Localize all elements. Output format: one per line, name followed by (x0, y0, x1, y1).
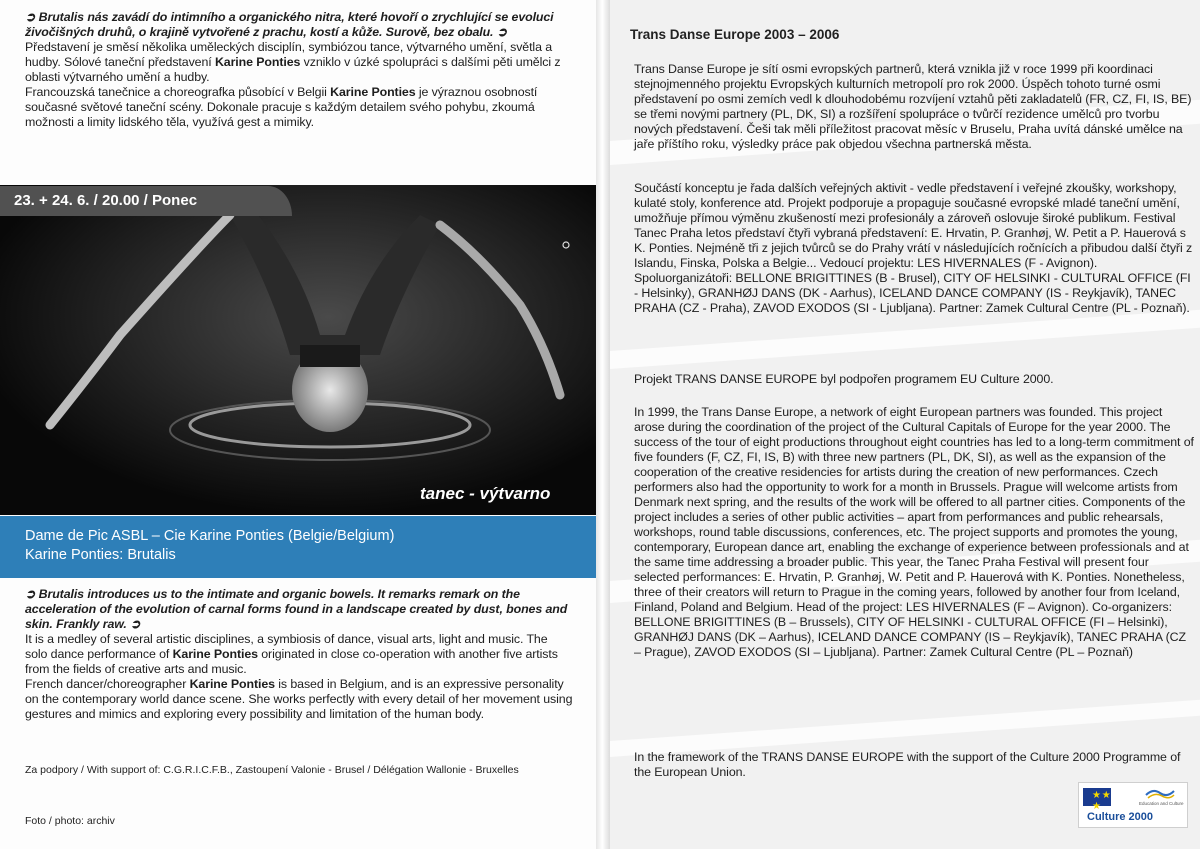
text-span: French dancer/choreographer (25, 677, 190, 691)
text-span: is based in Belgium, and is an expressive personality on the contemporary world dance scene. She works perfectly with every detail of her movement using gestures and mimics and exploring every possibility and limitation of the human body. (25, 677, 573, 721)
dancer-photo-graphic (0, 185, 596, 515)
culture-wave-icon (1145, 787, 1175, 799)
logo-text: Culture 2000 (1087, 811, 1154, 823)
paragraph-en-2: In the framework of the TRANS DANSE EUROPE with the support of the Culture 2000 Programme of the European Union. (634, 750, 1181, 779)
artist-name: Karine Ponties (214, 55, 301, 69)
artist-name: Karine Ponties (330, 85, 416, 99)
support-credit: Za podpory / With support of: C.G.R.I.C.F.B., Zastoupení Valonie - Brusel / Délégation Wallonie - Bruxelles (25, 764, 519, 776)
left-page (0, 0, 596, 849)
intro-english (25, 587, 573, 722)
intro-czech-lead-text: Brutalis nás zavádí do intimního a organického nitra, které hovoří o zrychlující se evoluci živočišných druhů, o krajině vytvořené z prachu, kostí a kůže. Surově, bez obalu. (25, 10, 554, 39)
arrow-icon: ➲ (25, 587, 36, 601)
text-span: Představení je směsí několika uměleckých disciplín, symbiózou tance, výtvarného umění, světla a hudby. Sólové taneční představení (25, 40, 552, 69)
photo-credit: Foto / photo: archiv (25, 815, 115, 827)
artist-name: Karine Ponties (172, 647, 258, 661)
arrow-icon: ➲ (130, 617, 141, 631)
text-span: Francouzská tanečnice a choreografka působící v Belgii (25, 85, 331, 99)
paragraph-en-1: In 1999, the Trans Danse Europe, a network of eight European partners was founded. This project arose during the coordination of the project of the Cultural Capitals of Europe for the year 2000. The success of the tour of eight productions throughout eight countries has led to a long-term commitment of five founders (F, CZ, FI, IS, B) with three new partners (PL, DK, SI), as well as the expansion of the cooperation of the creative residencies for artists during the creation of new performances. Czech performers also had the opportunity to work for a month in Brussels. Prague will welcome artists from Denmark next spring, and the results of the work will be offered to all partner cities. Components of the project includes a series of other public activities – apart from performances and public rehearsals, workshops, round table discussions, conferences, etc. The project supports and promotes the young, contemporary, European dance art, enabling the exchange of experience between professionals and at the same time addressing a broader public. This year, the Tanec Praha Festival will present four selected performances: E. Hrvatin, P. Granhøj, W. Petit and P. Hauerová with K. Ponties. Nonetheless, three of their creators will return to Prague in the coming years, followed by another four from Iceland, Finland, Poland and Belgium. Head of the project: LES HIVERNALES (F – Avignon). Co-organizers: BELLONE BRIGITTINES (B – Brussels), CITY OF HELSINKI - CULTURAL OFFICE (FI – Helsinki), GRANHØJ DANS (DK – Aarhus), ICELAND DANCE COMPANY (IS – Reykjavík), TANEC PRAHA (CZ – Prague), ZAVOD EXODOS (SI – Ljubljana). Partner: Zamek Cultural Centre (PL – Poznaň) (634, 405, 1194, 659)
paragraph-cz-2: Součástí konceptu je řada dalších veřejných aktivit - vedle představení i veřejné zkoušky, workshopy, kulaté stoly, konference atd. Projekt podporuje a propaguje současné evropské mladé taneční umění, umožňuje přímou výměnu zkušeností mezi profesionály a zároveň oslovuje široké publikum. Festival Tanec Praha letos představí čtyři vybraná představení: E. Hrvatin, P. Granhøj, W. Petit a P. Hauerová s K. Ponties. Nejméně tři z jejich tvůrců se do Prahy vrátí v následujících ročnících a přibudou další čtyři z Islandu, Finska, Polska a Belgie... Vedoucí projektu: LES HIVERNALES (F - Avignon). Spoluorganizátoři: BELLONE BRIGITTINES (B - Brusel), CITY OF HELSINKI - CULTURAL OFFICE (FI - Helsinky), GRANHØJ DANS (DK - Aarhus), ICELAND DANCE COMPANY (IS - Reykjavík), TANEC PRAHA (CZ - Praha), ZAVOD EXODOS (SI - Ljubljana). Partner: Zamek Cultural Centre (PL - Poznaň). (634, 181, 1193, 315)
section-title: Trans Danse Europe 2003 – 2006 (630, 27, 840, 42)
background-streak (610, 308, 1200, 371)
genre-label: tanec - výtvarno (420, 484, 551, 503)
intro-english-lead-text: Brutalis introduces us to the intimate and organic bowels. It remarks remark on the acceleration of the evolution of carnal forms found in a landscape created by dust, bones and skin. Frankly raw. (25, 587, 568, 631)
intro-english-lead (25, 587, 573, 632)
paragraph-cz-1: Trans Danse Europe je sítí osmi evropských partnerů, která vznikla již v roce 1999 při koordinaci stejnojmenného projektu Evropských kulturních metropolí pro rok 2000. Úspěch tohoto turné osmi představení po osmi zemích vedl k dlouhodobému rozvíjení vztahů pěti zakladatelů (FR, CZ, FI, IS, BE) se třemi novými partnery (PL, DK, SI) a rozšíření spolupráce o tvůrčí rezidence umělců pro tvorbu nových představení. Češi tak měli příležitost pracovat měsíc v Bruselu, Praha uvítá dánské umělce na jaře příštího roku, výsledky práce pak objedou všechna partnerská města. (634, 62, 1192, 151)
paragraph-cz-3: Projekt TRANS DANSE EUROPE byl podpořen programem EU Culture 2000. (634, 372, 1054, 386)
dancer-photo (0, 185, 596, 515)
intro-english-p2 (25, 677, 573, 722)
intro-czech-lead (25, 10, 573, 40)
performance-title: Karine Ponties: Brutalis (25, 547, 176, 563)
eu-flag-icon (1083, 788, 1111, 812)
page-gutter (596, 0, 610, 849)
text-span: vzniklo v úzké spolupráci s dalšími pěti umělci z oblasti výtvarného umění a hudby. (25, 55, 561, 84)
arrow-icon: ➲ (496, 25, 508, 39)
culture-2000-logo (1078, 782, 1188, 828)
text-span: It is a medley of several artistic disciplines, a symbiosis of dance, visual arts, light and music. The solo dance performance of (25, 632, 548, 661)
company-line: Dame de Pic ASBL – Cie Karine Ponties (Belgie/Belgium) (25, 528, 395, 544)
logo-caption: Education and Culture (1139, 801, 1184, 806)
intro-czech-p2 (25, 85, 573, 130)
artist-name: Karine Ponties (189, 677, 275, 691)
right-page (610, 0, 1200, 849)
arrow-icon: ➲ (25, 10, 36, 24)
text-span: originated in close co-operation with another five artists from the fields of creative arts and music. (25, 647, 558, 676)
company-info (25, 527, 394, 565)
intro-english-p1 (25, 632, 573, 677)
eu-stars: ★ ★ ★ (1092, 790, 1110, 812)
date-banner: 23. + 24. 6. / 20.00 / Ponec (0, 186, 292, 216)
intro-czech-p1 (25, 40, 573, 85)
intro-czech (25, 10, 573, 130)
text-span: je výraznou osobností současné světové taneční scény. Dokonale pracuje s každým detailem svého pohybu, zkoumá možnosti a limity lidského těla, využívá gest a mimiky. (25, 85, 538, 129)
